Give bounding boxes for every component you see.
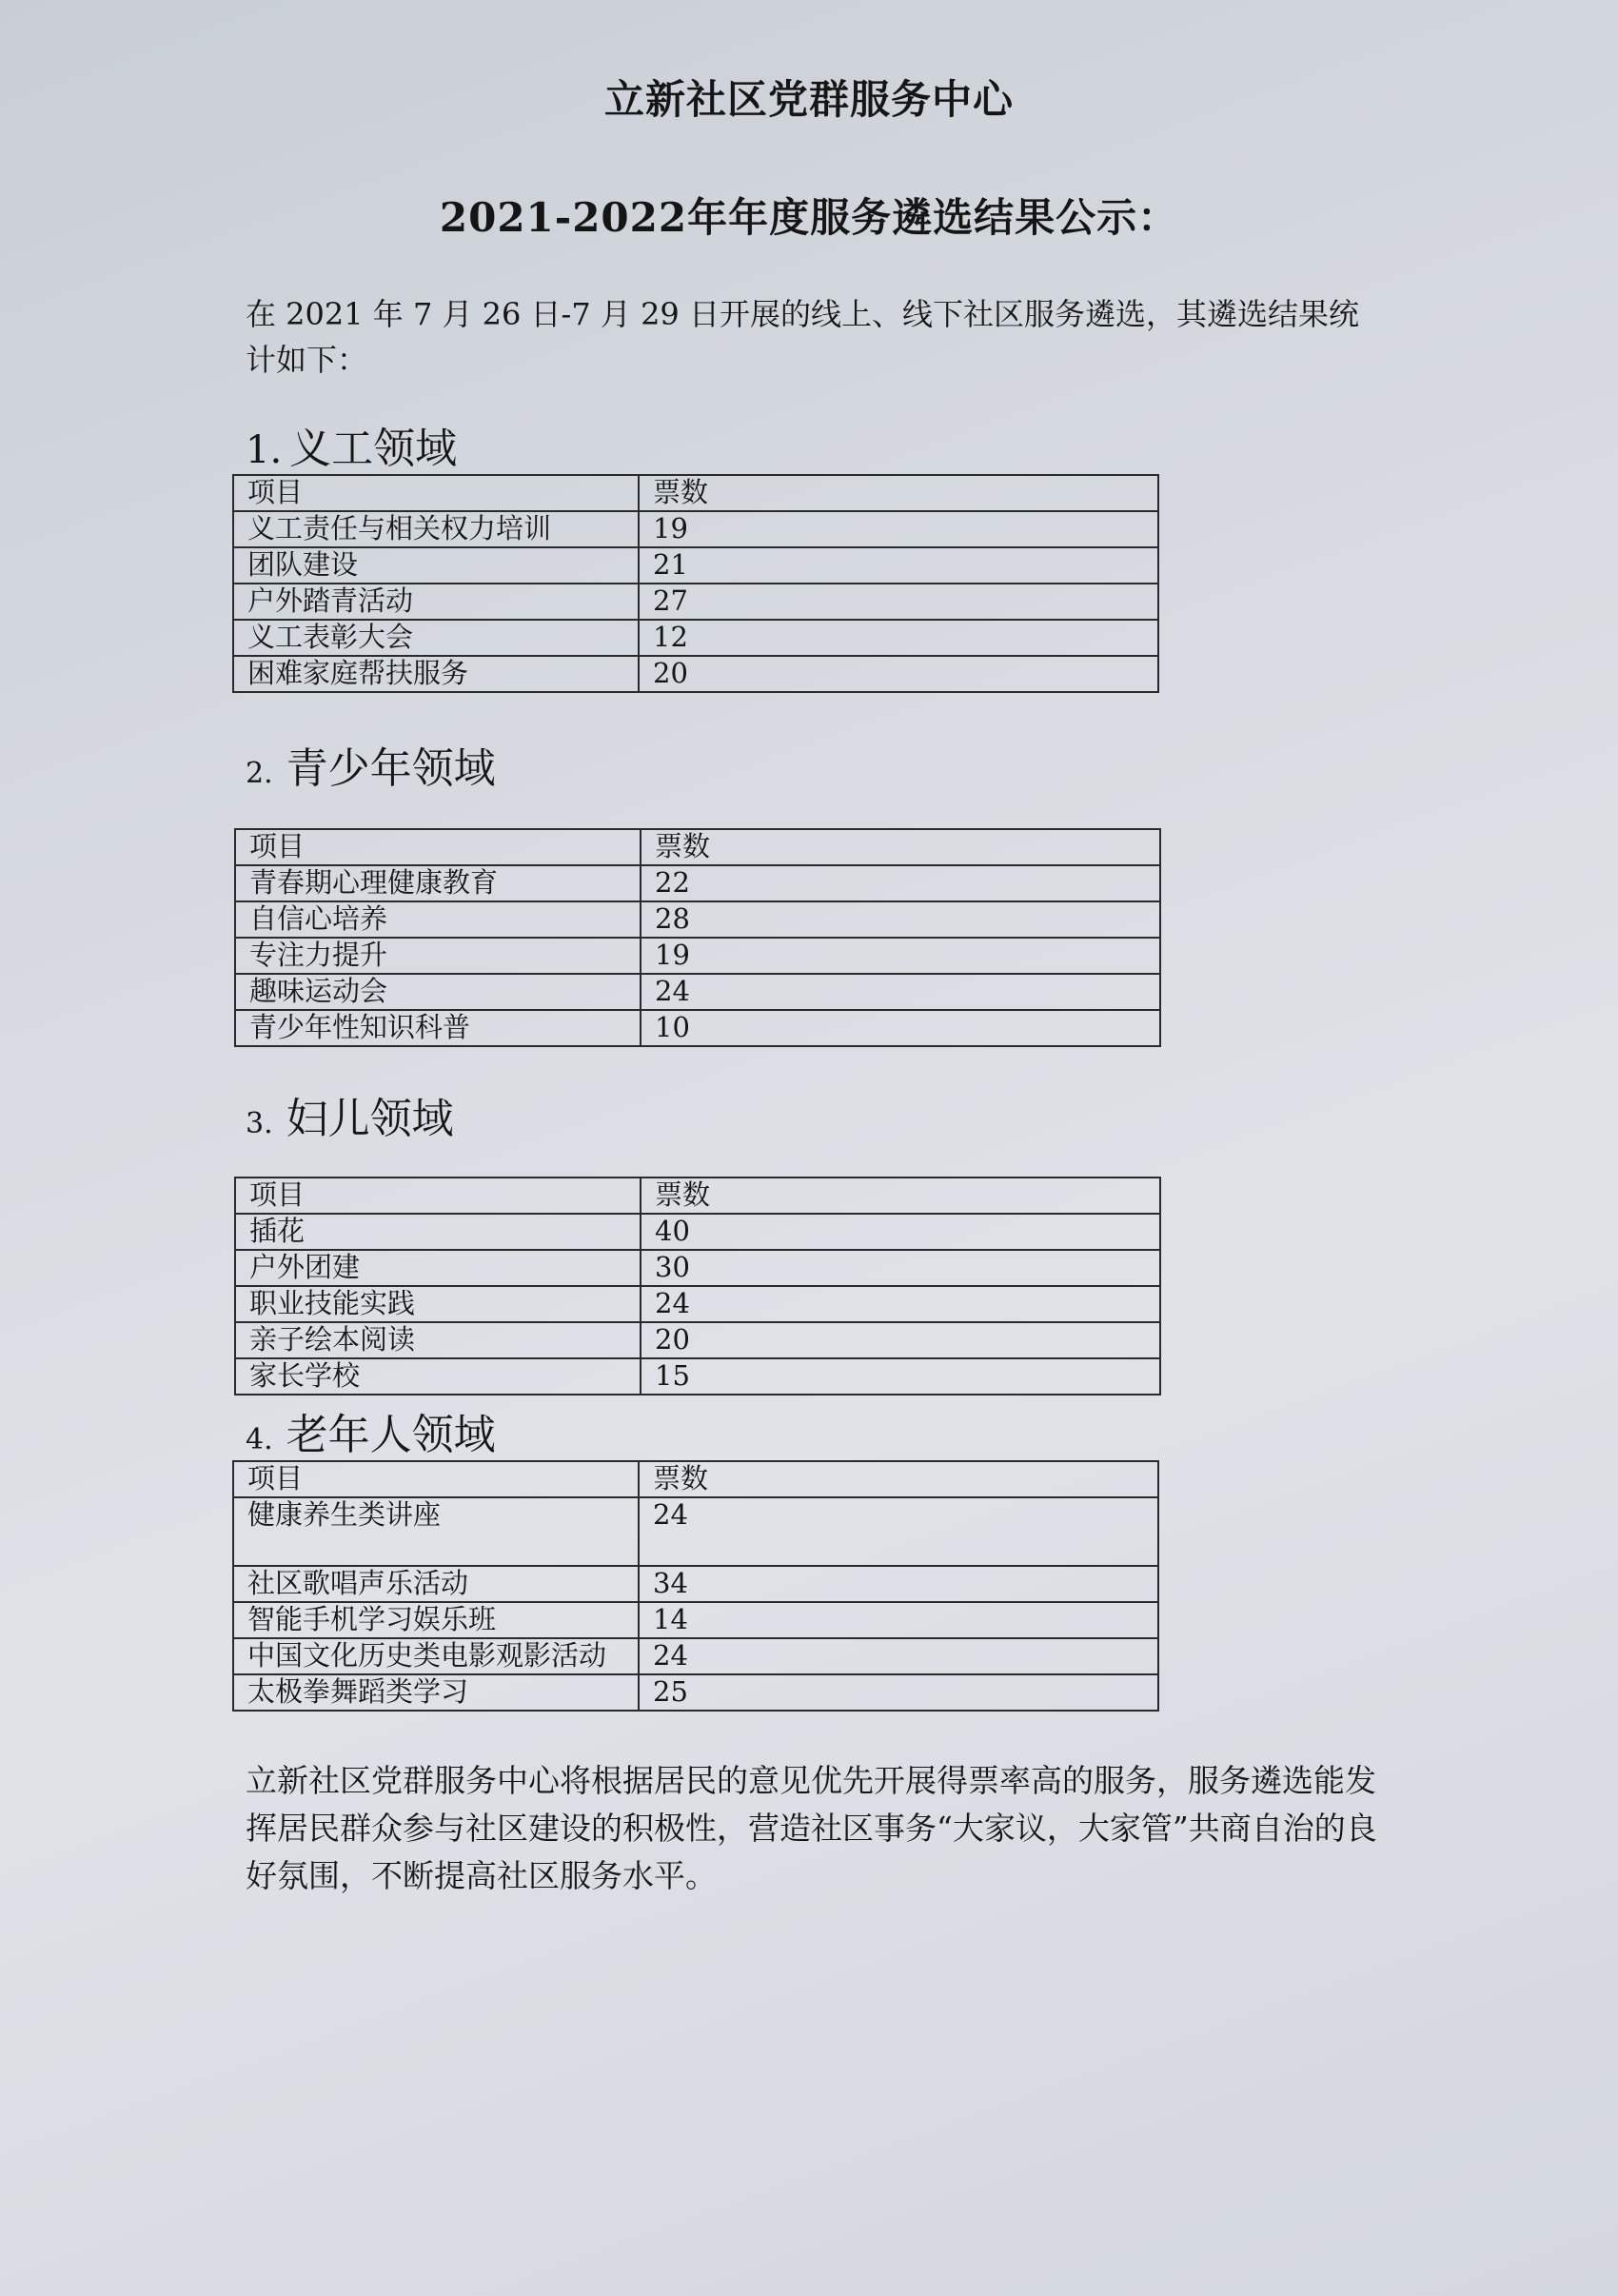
section-heading-youth	[246, 742, 496, 801]
intro-paragraph: 在 2021 年 7 月 26 日-7 月 29 日开展的线上、线下社区服务遴选，其遴选结果统计如下：	[246, 296, 1359, 378]
cell-item: 智能手机学习娱乐班	[233, 1602, 639, 1638]
cell-item: 户外踏青活动	[233, 584, 639, 620]
header-cell-item: 项目	[235, 829, 641, 865]
section-number: 4.	[246, 1423, 273, 1456]
header-cell-votes: 票数	[641, 829, 1160, 865]
header-cell-votes: 票数	[639, 475, 1158, 511]
section-heading-women-children	[246, 1093, 454, 1151]
table-header-row	[235, 1178, 1160, 1214]
table-volunteer	[232, 474, 1159, 693]
table-row	[235, 1214, 1160, 1250]
cell-votes: 40	[641, 1214, 1160, 1250]
table-row	[233, 620, 1158, 656]
cell-item: 太极拳舞蹈类学习	[233, 1674, 639, 1711]
cell-item: 健康养生类讲座	[233, 1497, 639, 1566]
table-elderly	[232, 1460, 1159, 1712]
cell-votes: 24	[641, 974, 1160, 1010]
org-title: 立新社区党群服务中心	[603, 76, 1014, 123]
doc-title: 2021-2022年年度服务遴选结果公示：	[439, 194, 1179, 241]
cell-votes: 19	[639, 511, 1158, 547]
cell-item: 中国文化历史类电影观影活动	[233, 1638, 639, 1674]
cell-votes: 10	[641, 1010, 1160, 1046]
cell-votes: 25	[639, 1674, 1158, 1711]
cell-item: 职业技能实践	[235, 1286, 641, 1322]
cell-votes: 22	[641, 865, 1160, 901]
section-heading-elderly	[246, 1409, 496, 1467]
table-row	[235, 1286, 1160, 1322]
table-row	[233, 584, 1158, 620]
header-cell-item: 项目	[235, 1178, 641, 1214]
cell-votes: 21	[639, 547, 1158, 584]
cell-item: 家长学校	[235, 1358, 641, 1395]
table-row	[235, 974, 1160, 1010]
cell-item: 青春期心理健康教育	[235, 865, 641, 901]
cell-votes: 30	[641, 1250, 1160, 1286]
section-heading-volunteer	[246, 423, 457, 477]
closing-paragraph: 立新社区党群服务中心将根据居民的意见优先开展得票率高的服务，服务遴选能发挥居民群众参与社区建设的积极性，营造社区事务“大家议，大家管”共商自治的良好氛围，不断提高社区服务水平。	[246, 1762, 1377, 1894]
section-number: 1.	[246, 428, 283, 472]
table-row	[235, 1322, 1160, 1358]
cell-votes: 24	[641, 1286, 1160, 1322]
table-row	[233, 1638, 1158, 1674]
cell-item: 插花	[235, 1214, 641, 1250]
section-title: 青少年领域	[286, 744, 496, 793]
table-header-row	[235, 829, 1160, 865]
cell-votes: 20	[639, 656, 1158, 692]
table-row	[235, 865, 1160, 901]
cell-votes: 24	[639, 1638, 1158, 1674]
cell-item: 困难家庭帮扶服务	[233, 656, 639, 692]
table-row	[233, 1602, 1158, 1638]
header-cell-votes: 票数	[641, 1178, 1160, 1214]
cell-item: 义工责任与相关权力培训	[233, 511, 639, 547]
table-row	[233, 511, 1158, 547]
table-row	[235, 938, 1160, 974]
table-header-row	[233, 1461, 1158, 1497]
cell-item: 义工表彰大会	[233, 620, 639, 656]
cell-votes: 27	[639, 584, 1158, 620]
cell-item: 青少年性知识科普	[235, 1010, 641, 1046]
table-row	[235, 901, 1160, 938]
header-cell-votes: 票数	[639, 1461, 1158, 1497]
section-title: 老年人领域	[286, 1411, 496, 1459]
cell-item: 自信心培养	[235, 901, 641, 938]
cell-votes: 20	[641, 1322, 1160, 1358]
table-row	[233, 656, 1158, 692]
cell-votes: 12	[639, 620, 1158, 656]
cell-votes: 15	[641, 1358, 1160, 1395]
table-row	[233, 547, 1158, 584]
cell-item: 专注力提升	[235, 938, 641, 974]
section-title: 义工领域	[289, 425, 458, 473]
header-cell-item: 项目	[233, 1461, 639, 1497]
cell-item: 户外团建	[235, 1250, 641, 1286]
cell-votes: 14	[639, 1602, 1158, 1638]
table-row	[235, 1358, 1160, 1395]
cell-item: 团队建设	[233, 547, 639, 584]
table-youth	[234, 828, 1161, 1047]
section-number: 2.	[246, 757, 273, 790]
table-row	[235, 1010, 1160, 1046]
section-number: 3.	[246, 1107, 273, 1140]
table-row	[235, 1250, 1160, 1286]
header-cell-item: 项目	[233, 475, 639, 511]
cell-votes: 28	[641, 901, 1160, 938]
cell-item: 社区歌唱声乐活动	[233, 1566, 639, 1602]
cell-votes: 34	[639, 1566, 1158, 1602]
table-header-row	[233, 475, 1158, 511]
table-row	[233, 1674, 1158, 1711]
section-title: 妇儿领域	[286, 1095, 454, 1143]
table-row	[233, 1497, 1158, 1566]
cell-item: 亲子绘本阅读	[235, 1322, 641, 1358]
cell-item: 趣味运动会	[235, 974, 641, 1010]
table-row	[233, 1566, 1158, 1602]
table-women-children	[234, 1177, 1161, 1395]
cell-votes: 24	[639, 1497, 1158, 1566]
cell-votes: 19	[641, 938, 1160, 974]
